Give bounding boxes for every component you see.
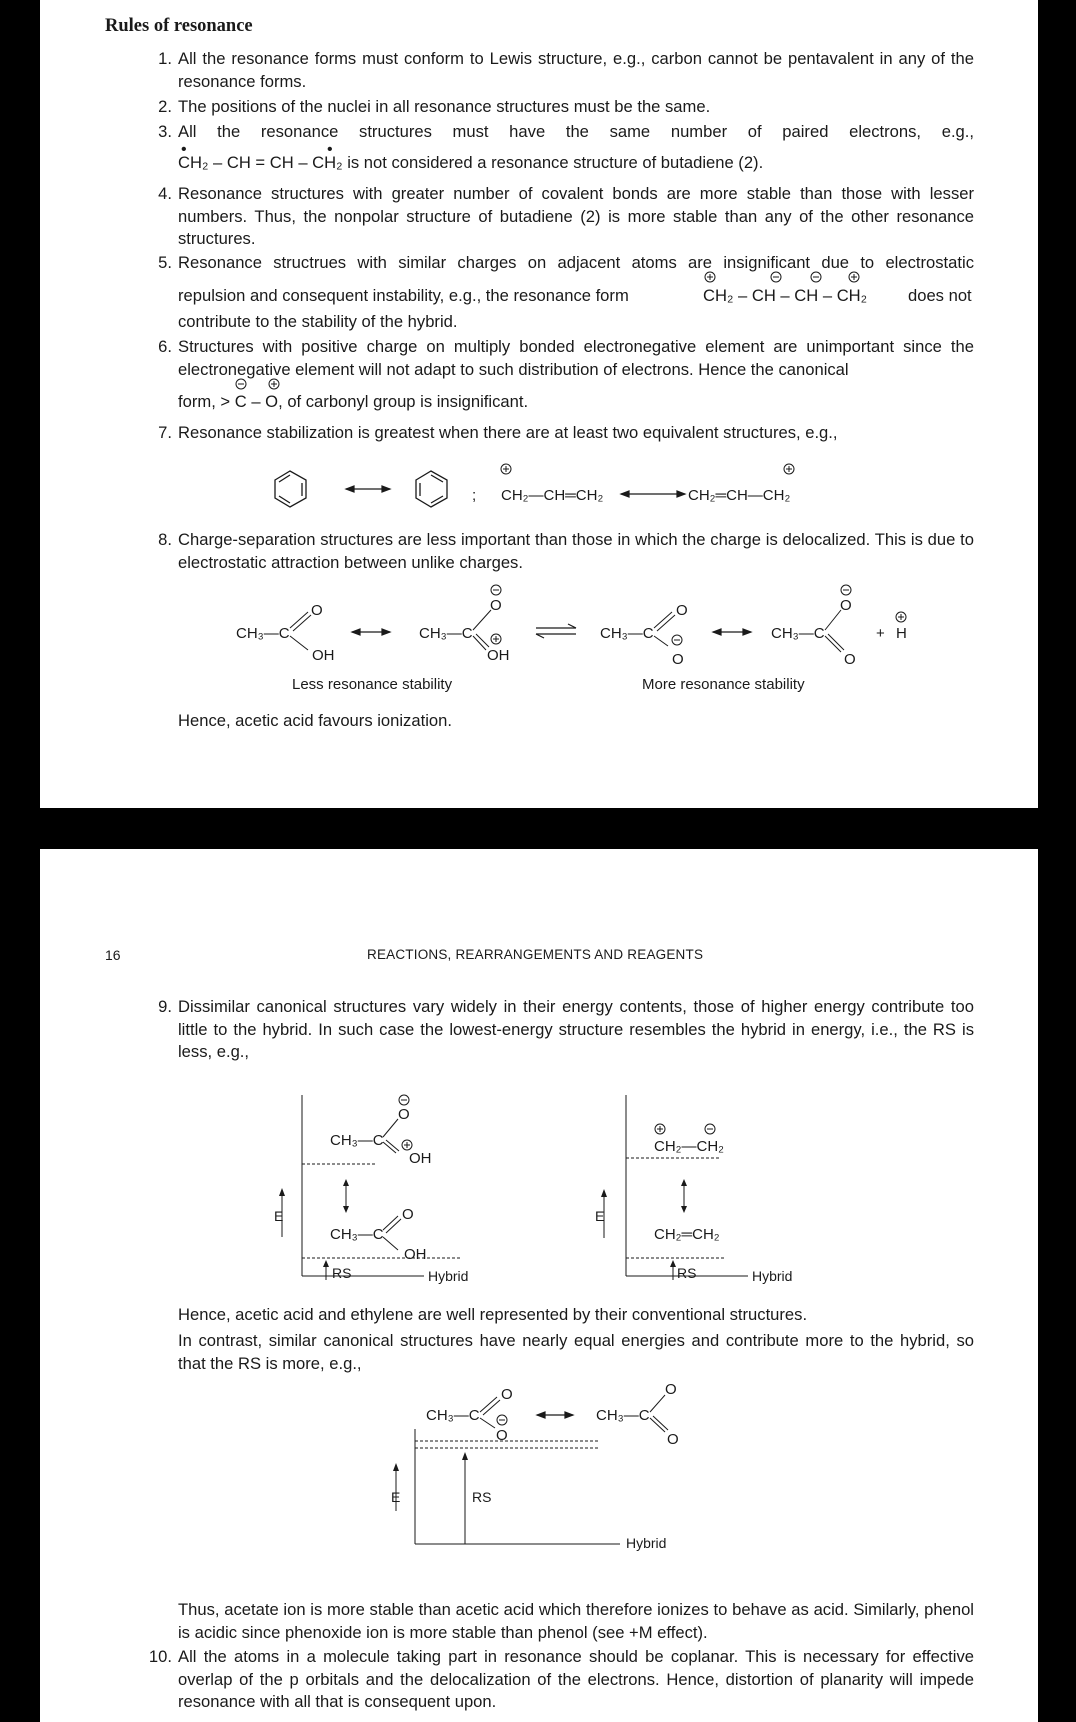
paragraph-acetate-stability: Thus, acetate ion is more stable than acetic acid which therefore ionizes to behave as acid. Similarly, phenol is acidic since phenoxide ion is more stable than phenol (see +M effect). [178,1600,974,1642]
butadiene-diradical-formula: • • CH₂ – CH = CH – CH₂ [178,141,343,172]
svg-text:O: O [672,651,684,668]
charge-markers [703,270,863,284]
allyl-cation-right: CH₂═CH—CH₂ [688,487,791,504]
acetate-structure-2 [771,585,856,668]
acetate-resonance [426,1384,679,1448]
page-one: Rules of resonance 1. All the resonance forms must conform to Lewis structure, e.g., carbon cannot be pentavalent in any of the resonance forms. 2. The positions of the nuclei in all resonance structures must be the same. 3. All the resonance structures must have the same number of paired electrons, e.g., • • CH₂ – CH = CH – CH₂ is not considered a resonance structure of butadiene (2). 4. Resonance structures with greater number of covalent bonds are more stable than those with lesser numbers. Thus, the nonpolar structure of butadiene (2) is more stable than any of the other resonance structures. 5. Resonance structrues with similar charges on adjacent atoms are insignificant due to electrostatic repulsion and consequent instability, e.g., the resonance form CH₂ – CH – CH – CH₂ does not contribute to the stability of the hybrid. 6. Structures with positive charge on multiply bonded electronegative element are unimportant since the electronegative element will not adapt to such distribution of electrons. Hence the canonical form, > C – O, of carbonyl group is insignificant. 7. Resonance stabilization is greatest when there are at least two equivalent structures, e.g., ; CH₂—CH═CH₂ CH₂═CH—CH₂ 8. Charge-separation structures are less important than those in which the charge is delocalized. This is due to electrostatic attraction between unlike charges. CH₃—C O OH CH₃—C O OH CH₃—C O O CH₃—C O O + H Less resonance stability More resonance stability Hence, acetic acid favours ionization. [40,0,1038,808]
negative-charge-icon [672,635,682,645]
svg-text:RS: RS [472,1489,492,1505]
benzene-kekule-1 [275,471,306,507]
positive-charge-icon [896,612,906,622]
zwitterion-formula: CH₂ – CH – CH – CH₂ [703,285,867,308]
svg-text:Hybrid: Hybrid [752,1268,793,1284]
acetic-acid-resonance-diagram [40,580,1038,680]
paragraph-contrast: In contrast, similar canonical structures have nearly equal energies and contribute more to the hybrid, so that the RS is more, e.g., [178,1331,974,1373]
energy-diagrams-dissimilar [40,1085,1038,1305]
resonance-arrow [621,491,685,497]
negative-charge-icon [841,585,851,595]
running-head: REACTIONS, REARRANGEMENTS AND REAGENTS [367,947,704,962]
page-two: 16 REACTIONS, REARRANGEMENTS AND REAGENTS 9. Dissimilar canonical structures vary widely in their energy contents, those of higher energy contribute too little to the hybrid. In such case the lowest-energy structure resembles the hybrid in energy, i.e., the RS is less, e.g., E E RS RS Hybrid Hybrid CH₃—C O OH CH₃—C O OH CH₂—CH₂ CH₂═CH₂ Hence, acetic acid and ethylene are well represented by their conventional structures. In contrast, similar canonical structures have nearly equal energies and contribute more to the hybrid, so that the RS is more, e.g., E RS Hybrid CH₃—C O O CH₃—C O O Thus, acetate ion is more stable than acetic acid which therefore ionizes to behave as acid. Similarly, phenol is acidic since phenoxide ion is more stable than phenol (see +M effect). 10. All the atoms in a molecule taking part in resonance should be coplanar. This is necessary for effective overlap of the p orbitals and the delocalization of the electrons. Hence, distortion of planarity will impede resonance with all that is consequent upon. [40,849,1038,1722]
svg-text:O: O [490,597,502,614]
arrow-up-icon [323,1260,329,1267]
radical-dot: • [327,141,333,158]
svg-text:OH: OH [404,1246,427,1263]
more-stability-caption: More resonance stability [642,676,805,693]
svg-text:O: O [402,1206,414,1223]
resonance-arrow [713,629,751,635]
svg-text:O: O [840,597,852,614]
acetate-structure-1 [600,602,688,668]
resonance-arrow [352,629,390,635]
svg-text:CH₃—C: CH₃—C [426,1407,480,1424]
svg-text:CH₃—C: CH₃—C [236,625,290,642]
svg-text:O: O [676,602,688,619]
svg-text:O: O [667,1431,679,1448]
arrow-up-icon [670,1260,676,1267]
svg-text:OH: OH [312,647,335,664]
svg-text:OH: OH [487,647,510,664]
ethylene-neutral [654,1226,720,1243]
equivalent-structures-diagram [40,455,1038,525]
svg-text:E: E [274,1208,284,1224]
less-stability-caption: Less resonance stability [292,676,453,693]
arrow-down-icon [681,1206,687,1213]
svg-text:CH₃—C: CH₃—C [330,1226,384,1243]
arrow-up-icon [462,1452,468,1460]
svg-text:+: + [876,625,885,642]
benzene-kekule-2 [416,471,447,507]
svg-text:E: E [391,1489,401,1505]
equilibrium-arrow [536,624,576,638]
svg-text:CH₃—C: CH₃—C [419,625,473,642]
arrow-up-icon [343,1179,349,1186]
svg-text:OH: OH [409,1150,432,1167]
positive-charge-icon [784,464,794,474]
svg-text:CH₃—C: CH₃—C [771,625,825,642]
arrow-up-icon [393,1463,399,1471]
svg-text:CH₂—CH₂: CH₂—CH₂ [654,1138,724,1155]
svg-text:CH₃—C: CH₃—C [596,1407,650,1424]
svg-text:Hybrid: Hybrid [626,1535,667,1551]
conclusion-acetic-ionization: Hence, acetic acid favours ionization. [178,711,452,730]
energy-diagram-similar [40,1384,1038,1554]
allyl-cation-left: CH₂—CH═CH₂ [501,487,604,504]
svg-text:O: O [311,602,323,619]
positive-charge-icon [491,634,501,644]
svg-text:O: O [501,1386,513,1403]
arrow-up-icon [601,1189,607,1197]
resonance-arrow [537,1412,573,1418]
svg-text:RS: RS [332,1265,352,1281]
acetic-acid-structure-1 [236,602,335,664]
separator: ; [472,487,477,504]
proton: H [896,625,907,642]
acetic-acid-neutral [330,1206,427,1263]
svg-text:RS: RS [677,1265,697,1281]
svg-text:CH₃—C: CH₃—C [600,625,654,642]
carbonyl-formula: C – O, [235,392,288,411]
resonance-arrow [346,486,390,492]
paragraph-conventional: Hence, acetic acid and ethylene are well represented by their conventional structures. [178,1305,808,1324]
arrow-up-icon [681,1179,687,1186]
acetic-acid-charged [330,1095,432,1167]
svg-text:O: O [496,1427,508,1444]
positive-charge-icon [501,464,511,474]
acetic-acid-structure-2 [419,585,510,664]
negative-charge-icon [491,585,501,595]
svg-text:Hybrid: Hybrid [428,1268,469,1284]
arrow-down-icon [343,1206,349,1213]
svg-text:O: O [398,1106,410,1123]
svg-text:O: O [665,1384,677,1398]
svg-text:O: O [844,651,856,668]
svg-text:CH₂═CH₂: CH₂═CH₂ [654,1226,720,1243]
radical-dot: • [181,141,187,158]
ethylene-charged [654,1124,724,1155]
svg-text:E: E [595,1208,605,1224]
svg-text:CH₃—C: CH₃—C [330,1132,384,1149]
section-title: Rules of resonance [105,16,253,36]
arrow-up-icon [279,1188,285,1196]
page-number: 16 [105,947,121,963]
